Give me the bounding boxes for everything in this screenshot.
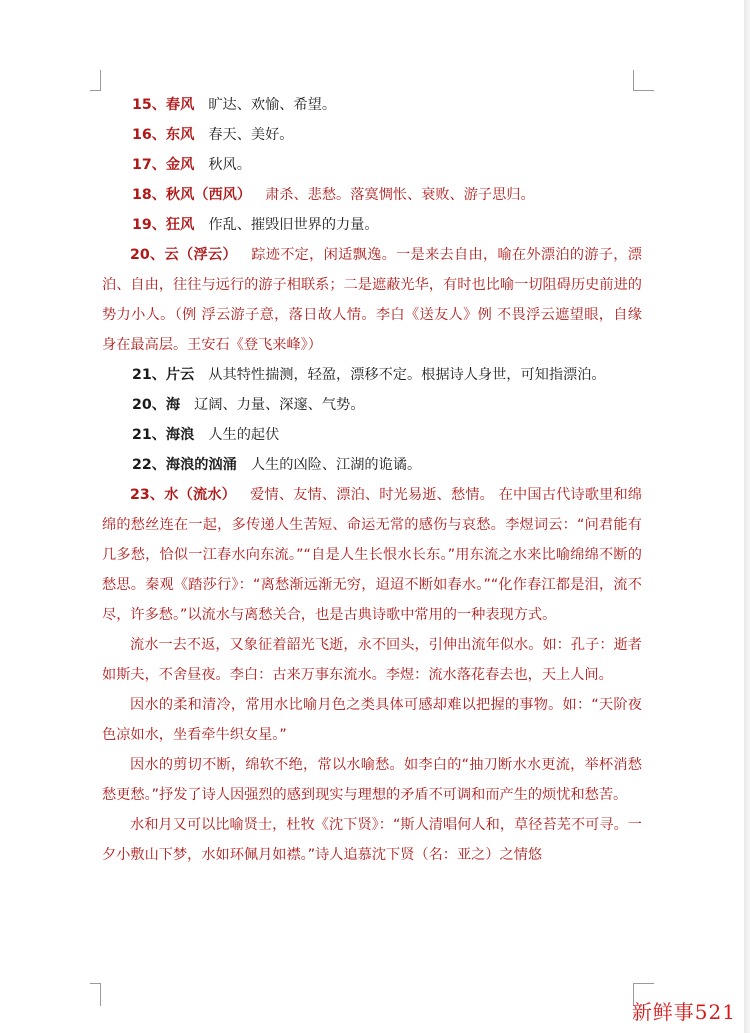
item-heading: 23、水（流水） [130, 487, 236, 503]
item-heading: 15、春风 [132, 97, 195, 113]
item-heading: 19、狂风 [132, 217, 195, 233]
list-item [102, 390, 642, 420]
page-edge [744, 0, 750, 1033]
item-heading: 20、海 [132, 397, 181, 413]
item-heading: 21、片云 [132, 367, 195, 383]
item-heading: 18、秋风（西风） [132, 187, 252, 203]
list-item [102, 180, 642, 210]
item-description: 人生的凶险、江湖的诡谲。 [250, 457, 422, 473]
body-paragraph: 因水的柔和清冷，常用水比喻月色之类具体可感却难以把握的事物。如：“天阶夜色凉如水，坐看牵牛织女星。” [102, 697, 642, 743]
crop-mark-top-left [90, 70, 101, 91]
list-item [102, 360, 642, 390]
body-paragraph: 水和月又可以比喻贤士，杜牧《沈下贤》：“斯人清唱何人和，草径苔芜不可寻。一夕小敷山下梦，水如环佩月如襟。”诗人追慕沈下贤（名：亚之）之情悠 [102, 817, 642, 863]
item-description: 辽阔、力量、深邃、气势。 [194, 397, 365, 413]
body-paragraph: 因水的剪切不断，绵软不绝，常以水喻愁。如李白的“抽刀断水水更流，举杯消愁愁更愁。”抒发了诗人因强烈的感到现实与理想的矛盾不可调和而产生的烦忧和愁苦。 [102, 757, 642, 803]
item-description: 人生的起伏 [208, 427, 280, 443]
watermark-text: 新鲜事521 [631, 1000, 736, 1024]
body-paragraph: 流水一去不返，又象征着韶光飞逝，永不回头，引伸出流年似水。如：孔子：逝者如斯夫，不舍昼夜。李白：古来万事东流水。李煜：流水落花春去也，天上人间。 [102, 637, 642, 683]
list-item [102, 120, 642, 150]
item-description: 旷达、欢愉、希望。 [208, 97, 337, 113]
cloud-paragraph [102, 240, 642, 360]
list-item [102, 210, 642, 240]
list-item [102, 90, 642, 120]
item-heading: 22、海浪的汹涌 [132, 457, 237, 473]
crop-mark-bottom-left [90, 983, 101, 1006]
item-heading: 20、云（浮云） [130, 247, 237, 263]
list-item [102, 420, 642, 450]
item-description: 踪迹不定，闲适飘逸。一是来去自由，喻在外漂泊的游子，漂泊、自由，往往与远行的游子相联系；二是遮蔽光华，有时也比喻一切阻碍历史前进的势力小人。（例 浮云游子意，落日故人情。李白《送友人》例 不畏浮云遮望眼，自缘身在最高层。王安石《登飞来峰》） [102, 247, 642, 353]
water-paragraph [102, 480, 642, 630]
crop-mark-top-right [633, 70, 654, 91]
list-item [102, 150, 642, 180]
item-description: 作乱、摧毁旧世界的力量。 [208, 217, 379, 233]
item-heading: 21、海浪 [132, 427, 195, 443]
item-description: 秋风。 [208, 157, 251, 173]
item-description: 爱情、友情、漂泊、时光易逝、愁情。 在中国古代诗歌里和绵绵的愁丝连在一起，多传递人生苦短、命运无常的感伤与哀愁。李煜词云：“问君能有几多愁，恰似一江春水向东流。”“自是人生长恨水长东。”用东流之水来比喻绵绵不断的愁思。秦观《踏莎行》：“离愁渐远渐无穷，迢迢不断如春水。”“化作春江都是泪，流不尽，许多愁。”以流水与离愁关合，也是古典诗歌中常用的一种表现方式。 [102, 487, 642, 623]
list-item [102, 450, 642, 480]
item-description: 春天、美好。 [208, 127, 294, 143]
item-heading: 17、金风 [132, 157, 195, 173]
item-description: 肃杀、悲愁。落寞惆怅、衰败、游子思归。 [265, 187, 535, 203]
document-body [102, 90, 642, 870]
item-heading: 16、东风 [132, 127, 195, 143]
item-description: 从其特性揣测，轻盈，漂移不定。根据诗人身世，可知指漂泊。 [208, 367, 606, 383]
